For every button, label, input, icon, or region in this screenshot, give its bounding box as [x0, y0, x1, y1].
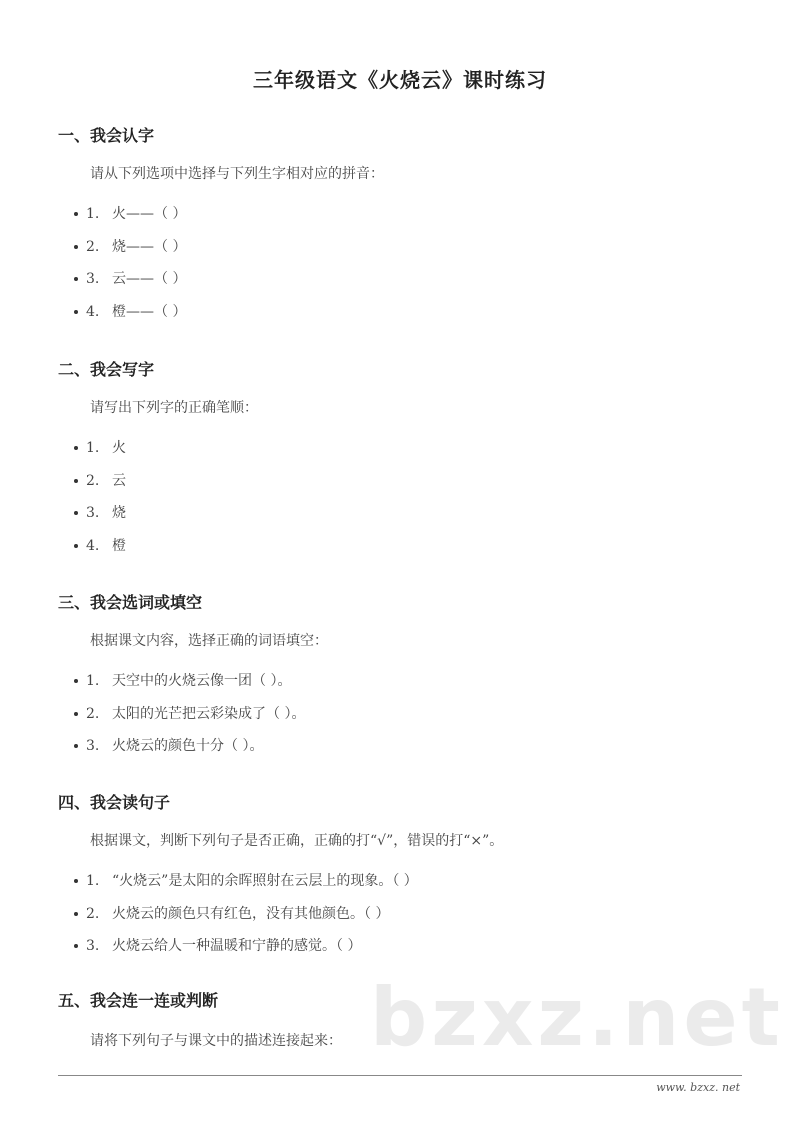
bullet-icon [74, 479, 78, 483]
bullet-icon [74, 679, 78, 683]
question-text: 火——（ ） [112, 206, 187, 222]
question-text: “火烧云”是太阳的余晖照射在云层上的现象。（ ） [112, 873, 418, 889]
question-number: 1. [86, 206, 100, 222]
bullet-icon [74, 912, 78, 916]
question-item [74, 703, 305, 736]
section-instruction: 请从下列选项中选择与下列生字相对应的拼音： [90, 166, 384, 182]
footer-divider [58, 1075, 742, 1076]
question-number: 3. [86, 938, 100, 954]
question-number: 4. [86, 303, 100, 320]
section-heading: 二、我会写字 [58, 360, 155, 379]
bullet-icon [74, 879, 78, 883]
question-text: 火 [112, 440, 126, 456]
question-text: 橙——（ ） [112, 303, 187, 320]
question-item [74, 903, 418, 936]
section-heading: 三、我会选词或填空 [58, 593, 203, 612]
question-text: 烧 [112, 505, 126, 521]
question-list [74, 203, 186, 333]
question-text: 天空中的火烧云像一团（ ）。 [112, 673, 292, 689]
question-number: 2. [86, 905, 100, 922]
question-number: 1. [86, 440, 100, 456]
question-item [74, 236, 186, 269]
page-title: 三年级语文《火烧云》课时练习 [253, 68, 547, 92]
section-instruction: 请写出下列字的正确笔顺： [90, 400, 258, 416]
question-item [74, 502, 126, 535]
section-instruction: 根据课文，判断下列句子是否正确，正确的打“√”，错误的打“×”。 [90, 833, 504, 849]
question-text: 云——（ ） [112, 271, 187, 287]
section-instruction: 根据课文内容，选择正确的词语填空： [90, 633, 328, 649]
question-list [74, 437, 126, 567]
section-heading: 四、我会读句子 [58, 793, 171, 812]
bullet-icon [74, 544, 78, 548]
bullet-icon [74, 712, 78, 716]
question-item [74, 870, 418, 903]
question-text: 火烧云的颜色十分（ ）。 [112, 738, 264, 754]
bullet-icon [74, 944, 78, 948]
section-instruction: 请将下列句子与课文中的描述连接起来： [90, 1033, 342, 1049]
watermark: bzxz.net [370, 971, 784, 1064]
section-heading: 一、我会认字 [58, 126, 155, 145]
question-number: 2. [86, 238, 100, 255]
bullet-icon [74, 446, 78, 450]
bullet-icon [74, 212, 78, 216]
question-number: 4. [86, 537, 100, 554]
question-number: 2. [86, 705, 100, 722]
question-number: 2. [86, 472, 100, 489]
question-text: 云 [112, 472, 126, 489]
question-number: 1. [86, 873, 100, 889]
footer-url: www. bzxz. net [656, 1081, 740, 1094]
bullet-icon [74, 310, 78, 314]
question-item [74, 268, 186, 301]
section-heading: 五、我会连一连或判断 [58, 991, 219, 1010]
question-text: 太阳的光芒把云彩染成了（ ）。 [112, 705, 306, 722]
question-list [74, 870, 418, 968]
bullet-icon [74, 744, 78, 748]
bullet-icon [74, 277, 78, 281]
question-text: 火烧云给人一种温暖和宁静的感觉。（ ） [112, 938, 362, 954]
question-item [74, 735, 305, 768]
question-item [74, 535, 126, 568]
question-item [74, 935, 418, 968]
question-number: 3. [86, 738, 100, 754]
question-list [74, 670, 305, 768]
bullet-icon [74, 511, 78, 515]
question-item [74, 470, 126, 503]
question-item [74, 203, 186, 236]
question-number: 3. [86, 505, 100, 521]
question-text: 烧——（ ） [112, 238, 187, 255]
question-number: 1. [86, 673, 100, 689]
bullet-icon [74, 245, 78, 249]
question-text: 橙 [112, 537, 126, 554]
question-item [74, 437, 126, 470]
question-text: 火烧云的颜色只有红色，没有其他颜色。（ ） [112, 905, 390, 922]
question-item [74, 670, 305, 703]
question-item [74, 301, 186, 334]
question-number: 3. [86, 271, 100, 287]
